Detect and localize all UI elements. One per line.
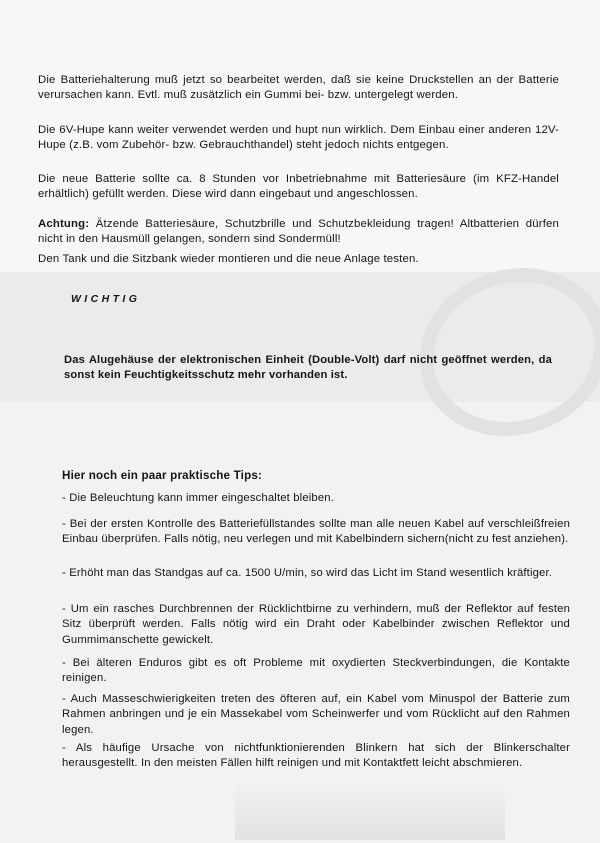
paragraph-battery-holder: Die Batteriehalterung muß jetzt so bearbeitet werden, daß sie keine Druckstellen an der Batterie verursachen kann. Evtl. muß zusätzlich ein Gummi bei- bzw. untergelegt werden. [38, 74, 559, 102]
warning-label: Achtung: [38, 218, 90, 230]
paragraph-horn: Die 6V-Hupe kann weiter verwendet werden und hupt nun wirklich. Dem Einbau einer anderen 12V-Hupe (z.B. vom Zubehör- bzw. Gebrauchthandel) steht jedoch nichts entgegen. [38, 124, 559, 152]
tip-item: - Die Beleuchtung kann immer eingeschaltet bleiben. [62, 492, 335, 504]
important-heading: WICHTIG [71, 293, 141, 305]
tip-item: - Erhöht man das Standgas auf ca. 1500 U/min, so wird das Licht im Stand wesentlich kräftiger. [62, 567, 553, 579]
tip-item: - Um ein rasches Durchbrennen der Rücklichtbirne zu verhindern, muß der Reflektor auf festen Sitz überprüft werden. Falls nötig wird ein Draht oder Kabelbinder zwischen Reflektor und Gummimanschette gewickelt. [62, 603, 570, 646]
tips-heading: Hier noch ein paar praktische Tips: [62, 469, 263, 482]
warning-paragraph [38, 217, 559, 247]
important-text: Das Alugehäuse der elektronischen Einheit (Double-Volt) darf nicht geöffnet werden, da sonst kein Feuchtigkeitsschutz mehr vorhanden ist. [64, 354, 552, 382]
tip-item: - Auch Masseschwierigkeiten treten des öfteren auf, ein Kabel vom Minuspol der Batterie zum Rahmen anbringen und je ein Massekabel vom Scheinwerfer und vom Rücklicht auf den Rahmen legen. [62, 693, 570, 736]
tip-item: - Bei der ersten Kontrolle des Batteriefüllstandes sollte man alle neuen Kabel auf verschleißfreien Einbau überprüfen. Falls nötig, neu verlegen und mit Kabelbindern sichern(nicht zu fest anziehen). [62, 518, 570, 546]
tip-item: - Als häufige Ursache von nichtfunktionierenden Blinkern hat sich der Blinkerschalter herausgestellt. In den meisten Fällen hilft reinigen und mit Kontaktfett leicht abschmieren. [62, 742, 570, 770]
warning-text: Ätzende Batteriesäure, Schutzbrille und Schutzbekleidung tragen! Altbatterien dürfen nicht in den Hausmüll gelangen, sondern sind Sondermüll! [38, 218, 559, 246]
paragraph-final: Den Tank und die Sitzbank wieder montieren und die neue Anlage testen. [38, 253, 419, 265]
tip-item: - Bei älteren Enduros gibt es oft Probleme mit oxydierten Steckverbindungen, die Kontakte reinigen. [62, 657, 570, 685]
show-through-graphic [235, 780, 505, 840]
paragraph-new-battery: Die neue Batterie sollte ca. 8 Stunden vor Inbetriebnahme mit Batteriesäure (im KFZ-Handel erhältlich) gefüllt werden. Diese wird dann eingebaut und angeschlossen. [38, 173, 559, 201]
